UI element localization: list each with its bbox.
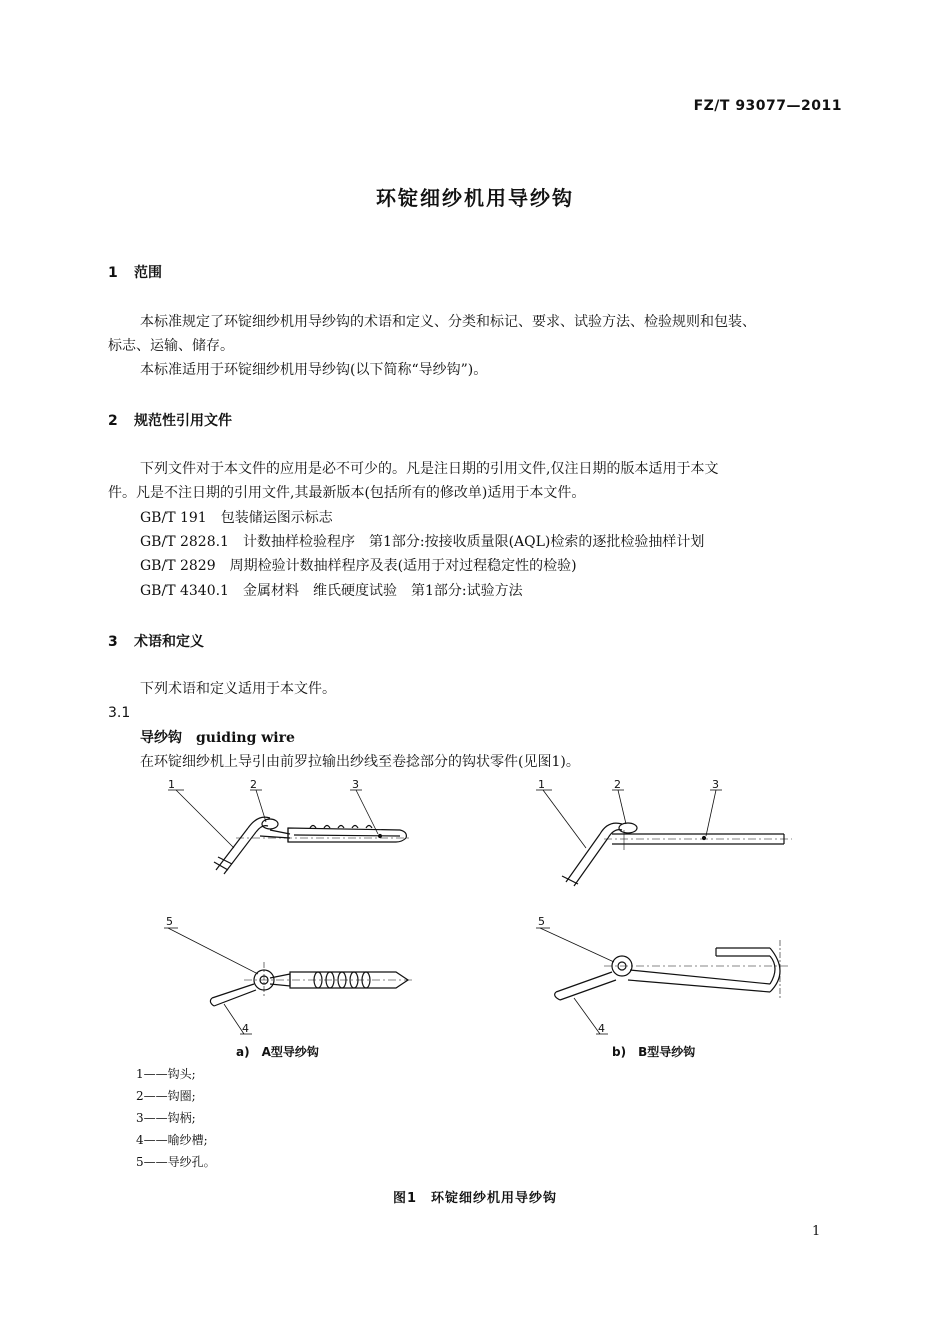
figure-title: 图1 环锭细纱机用导纱钩 xyxy=(392,1191,558,1206)
callout-label: 5 xyxy=(166,915,173,928)
figure-subcaption-b: b) B型导纱钩 xyxy=(612,1045,696,1059)
reference-item: GB/T 2828.1 计数抽样检验程序 第1部分:按接收质量限(AQL)检索的逐批检验抽样计划 xyxy=(140,534,705,550)
section-number: 1 xyxy=(108,265,118,281)
callout-label: 4 xyxy=(598,1022,605,1035)
document-title: 环锭细纱机用导纱钩 xyxy=(376,186,574,210)
legend-item: 3——钩柄; xyxy=(136,1111,196,1125)
legend-item: 4——喻纱槽; xyxy=(136,1133,208,1147)
section-3-heading xyxy=(108,631,204,651)
callout-label: 1 xyxy=(168,778,175,791)
section-1-heading xyxy=(108,262,162,282)
callout-label: 3 xyxy=(712,778,719,791)
callout-label: 5 xyxy=(538,915,545,928)
term-line xyxy=(140,726,295,750)
term-definition: 在环锭细纱机上导引由前罗拉输出纱线至卷捻部分的钩状零件(见图1)。 xyxy=(140,754,580,770)
callout-label: 4 xyxy=(242,1022,249,1035)
reference-item: GB/T 191 包装储运图示标志 xyxy=(140,510,333,526)
section-title: 术语和定义 xyxy=(134,634,204,650)
paragraph: 标志、运输、储存。 xyxy=(108,338,234,354)
legend-item: 2——钩圈; xyxy=(136,1089,196,1103)
standard-number: FZ/T 93077—2011 xyxy=(693,98,842,114)
term-english: guiding wire xyxy=(196,730,295,746)
page-number: 1 xyxy=(812,1224,821,1239)
reference-item: GB/T 4340.1 金属材料 维氏硬度试验 第1部分:试验方法 xyxy=(140,583,523,599)
section-number: 3 xyxy=(108,634,118,650)
callout-label: 1 xyxy=(538,778,545,791)
reference-item: GB/T 2829 周期检验计数抽样程序及表(适用于对过程稳定性的检验) xyxy=(140,558,577,574)
paragraph: 下列术语和定义适用于本文件。 xyxy=(140,681,336,697)
paragraph: 件。凡是不注日期的引用文件,其最新版本(包括所有的修改单)适用于本文件。 xyxy=(108,485,586,501)
type-a-hook-side-view xyxy=(214,817,412,874)
paragraph: 本标准适用于环锭细纱机用导纱钩(以下简称“导纱钩”)。 xyxy=(140,362,488,378)
term-chinese: 导纱钩 xyxy=(140,730,182,746)
figure-drawing xyxy=(0,770,950,1070)
figure-subcaption-a: a) A型导纱钩 xyxy=(236,1045,319,1059)
type-a-hook-plan-view xyxy=(210,962,412,1006)
section-2-heading xyxy=(108,410,232,430)
type-b-hook-side-view xyxy=(562,823,792,886)
callout-label: 2 xyxy=(250,778,257,791)
section-title: 范围 xyxy=(134,265,162,281)
legend-item: 5——导纱孔。 xyxy=(136,1155,216,1169)
legend-item: 1——钩头; xyxy=(136,1067,196,1081)
clause-number: 3.1 xyxy=(108,705,131,721)
callout-label: 3 xyxy=(352,778,359,791)
section-number: 2 xyxy=(108,413,118,429)
paragraph: 下列文件对于本文件的应用是必不可少的。凡是注日期的引用文件,仅注日期的版本适用于本文 xyxy=(140,461,719,477)
type-b-hook-plan-view xyxy=(555,940,790,1000)
paragraph: 本标准规定了环锭细纱机用导纱钩的术语和定义、分类和标记、要求、试验方法、检验规则和包装、 xyxy=(140,314,756,330)
section-title: 规范性引用文件 xyxy=(134,413,232,429)
callout-label: 2 xyxy=(614,778,621,791)
